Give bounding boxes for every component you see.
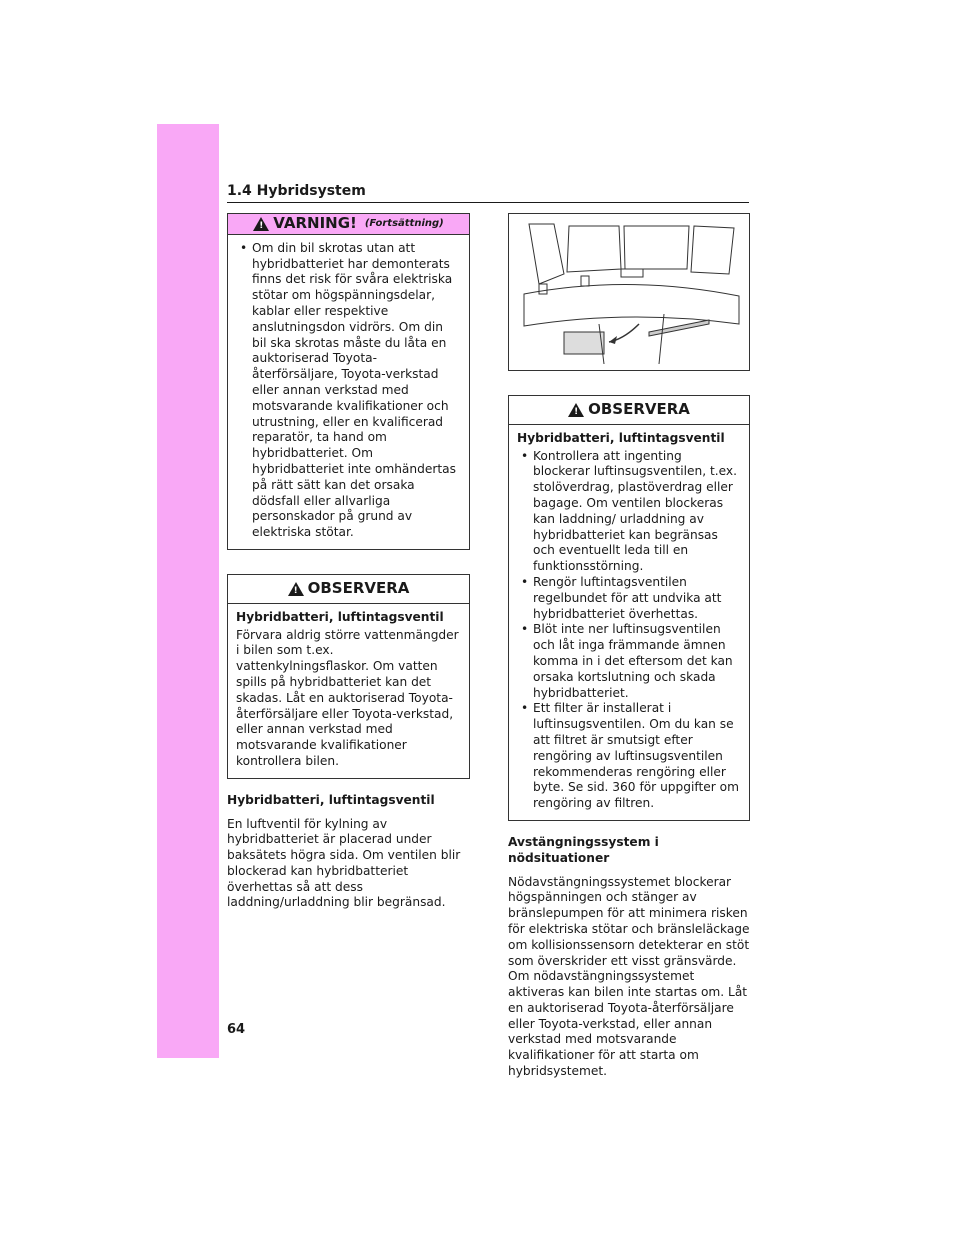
page-header <box>227 180 749 203</box>
warning-subtitle: (Fortsättning) <box>364 218 444 229</box>
observera-item: • Kontrollera att ingenting blockerar luftinsugsventilen, t.ex. stolöverdrag, plastöverdrag eller bagage. Om ventilen blockeras kan laddning/ urladdning av hybridbatteriet kan begränsas och eventuellt leda till en funktionsstörning. <box>517 449 741 575</box>
observera-subtitle-right: Hybridbatteri, luftintagsventil <box>517 430 725 445</box>
side-tab-bar <box>157 124 219 1058</box>
section-text-air-intake: En luftventil för kylning av hybridbatteriet är placerad under baksätets högra sida. Om ventilen blir blockerad kan hybridbatteriet överhettas så att dess laddning/urladdning blir begränsad. <box>227 816 461 910</box>
rear-seat-drawing <box>509 214 749 370</box>
caution-icon <box>288 582 304 596</box>
rear-seat-illustration <box>508 213 750 371</box>
header-title: 1.4 Hybridsystem <box>227 183 366 199</box>
observera-header-left <box>228 575 469 604</box>
observera-body-right <box>509 425 749 820</box>
observera-item: • Blöt inte ner luftinsugsventilen och låt inga främmande ämnen komma in i det eftersom det kan orsaka kortslutning och skada hybridbatteriet. <box>517 622 741 701</box>
right-column <box>508 213 750 1080</box>
section-text-emergency-shutoff: Nödavstängningssystemet blockerar högspänningen och stänger av bränslepumpen för att minimera risken för elektriska stötar och bränsleläckage om kollisionssensorn detekterar en stöt som överskrider ett visst gränsvärde. Om nödavstängningssystemet aktiveras kan bilen inte startas om. Låt en auktoriserad Toyota-återförsäljare eller Toyota-verkstad, eller annan verkstad med motsvarande kvalifikationer för att starta om hybridsystemet. <box>508 874 750 1079</box>
observera-box-right <box>508 395 750 821</box>
left-column <box>227 213 470 911</box>
warning-box <box>227 213 470 550</box>
warning-item: • Om din bil skrotas utan att hybridbatteriet har demonterats finns det risk för svåra elektriska stötar om högspänningsdelar, kablar eller respektive anslutningsdon vidrörs. Om din bil ska skrotas måste du låta en auktoriserad Toyota-återförsäljare, Toyota-verkstad eller annan verkstad med motsvarande kvalifikationer och utrustning, eller en kvalificerad reparatör, ta hand om hybridbatteriet. Om hybridbatteriet inte omhändertas på rätt sätt kan det orsaka dödsfall eller allvarliga personskador på grund av elektriska stötar. <box>236 241 461 541</box>
warning-body <box>228 235 469 549</box>
observera-text-left: Förvara aldrig större vattenmängder i bilen som t.ex. vattenkylningsflaskor. Om vatten spills på hybridbatteriet kan det skadas. Låt en auktoriserad Toyota-återförsäljare eller Toyota-verkstad, eller annan verkstad med motsvarande kvalifikationer kontrollera bilen. <box>236 627 459 768</box>
observera-item: • Ett filter är installerat i luftinsugsventilen. Om du kan se att filtret är smutsigt efter rengöring av luftinsugsventilen rekommenderas rengöring eller byte. Se sid. 360 för uppgifter om rengöring av filtren. <box>517 701 741 812</box>
caution-icon <box>568 403 584 417</box>
warning-icon <box>253 217 269 231</box>
observera-header-right <box>509 396 749 425</box>
section-title-emergency-shutoff: Avstängningssystem i nödsituationer <box>508 834 659 865</box>
warning-header <box>228 214 469 235</box>
page-number: 64 <box>227 1022 246 1037</box>
warning-title: VARNING! <box>273 214 357 232</box>
section-title-air-intake: Hybridbatteri, luftintagsventil <box>227 792 435 807</box>
observera-item: • Rengör luftintagsventilen regelbundet för att undvika att hybridbatteriet överhettas. <box>517 575 741 622</box>
observera-subtitle-left: Hybridbatteri, luftintagsventil <box>236 609 444 624</box>
observera-body-left <box>228 604 469 778</box>
observera-title-right: OBSERVERA <box>588 400 690 418</box>
observera-title-left: OBSERVERA <box>307 578 410 597</box>
observera-box-left <box>227 574 470 779</box>
